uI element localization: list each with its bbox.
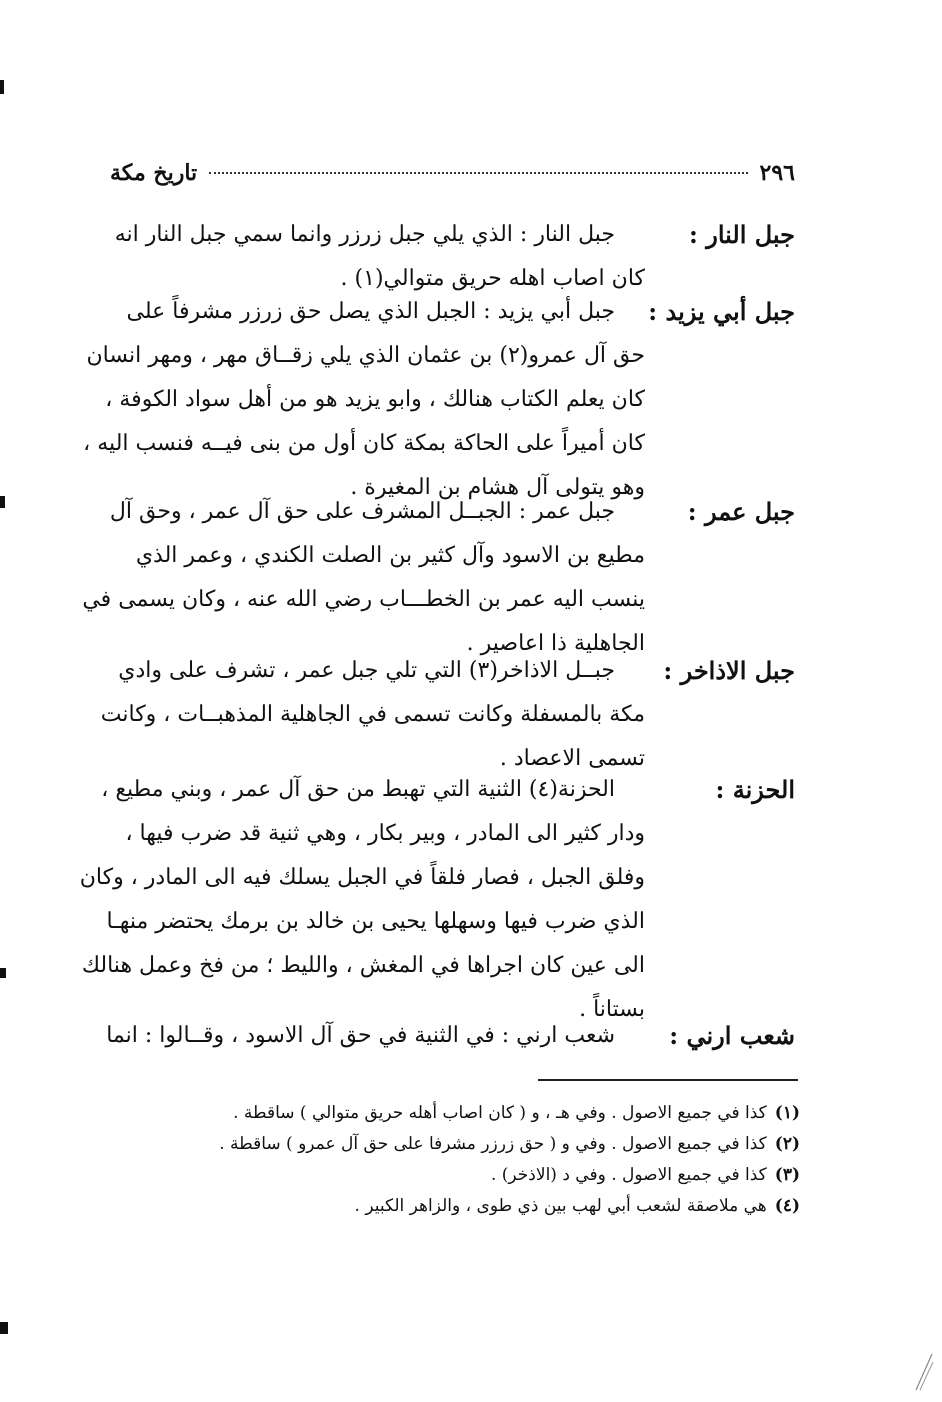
footnote-number: (٣) xyxy=(774,1165,800,1185)
entry-line: الحزنة(٤) الثنية التي تهبط من حق آل عمر ، وبني مطيع ، xyxy=(101,777,615,802)
entry-term: الحزنة : xyxy=(715,775,795,804)
header-dotted-leader xyxy=(209,172,747,174)
entry-jabal-umar xyxy=(82,490,795,666)
entry-line: حق آل عمرو(٢) بن عثمان الذي يلي زقــاق مهر ، ومهر انسان xyxy=(86,343,645,368)
scan-edge-mark xyxy=(0,1322,8,1334)
entry-al-hazna xyxy=(79,768,795,1032)
scan-edge-mark xyxy=(0,496,5,508)
scan-edge-mark xyxy=(0,968,6,978)
footnote-text: كذا في جميع الاصول . وفي د (الاذخر) . xyxy=(490,1165,767,1185)
entry-line: كان أميراً على الحاكة بمكة كان أول من بنى فيــه فنسب اليه ، xyxy=(83,431,645,456)
entry-jabal-abi-yazid xyxy=(83,290,795,510)
footnote-3 xyxy=(160,1160,800,1191)
entry-line: الى عين كان اجراها في المغش ، والليط ؛ من فخ وعمل هنالك xyxy=(81,953,645,978)
entry-line: ودار كثير الى المادر ، وبير بكار ، وهي ثنية قد ضرب فيها ، xyxy=(125,821,645,846)
footnotes xyxy=(160,1098,800,1222)
entry-line: ينسب اليه عمر بن الخطـــاب رضي الله عنه ، وكان يسمى في xyxy=(82,587,645,612)
entry-shib-arni xyxy=(106,1014,795,1058)
entry-text xyxy=(114,213,645,301)
entry-line: شعب ارني : في الثنية في حق آل الاسود ، وقــالوا : انما xyxy=(106,1023,615,1048)
entry-line: مطيع بن الاسود وآل كثير بن الصلت الكندي ، وعمر الذي xyxy=(135,543,645,568)
entry-line: مكة بالمسفلة وكانت تسمى في الجاهلية المذهبــات ، وكانت xyxy=(100,702,645,727)
entry-term: جبل الاذاخر : xyxy=(663,656,795,685)
footnote-text: كذا في جميع الاصول . وفي هـ ، و ( كان اصاب أهله حريق متوالي ) ساقطة . xyxy=(233,1103,767,1123)
scan-edge-mark xyxy=(0,80,4,94)
footnote-separator xyxy=(538,1079,798,1081)
footnote-1 xyxy=(160,1098,800,1129)
entry-text xyxy=(106,1014,645,1058)
entry-line: جبــل الاذاخر(٣) التي تلي جبل عمر ، تشرف على وادي xyxy=(118,658,615,683)
footnote-number: (٤) xyxy=(774,1196,800,1216)
footnote-number: (٢) xyxy=(774,1134,800,1154)
entry-term: شعب ارني : xyxy=(669,1021,795,1050)
entry-text xyxy=(79,768,645,1032)
entry-line: كان يعلم الكتاب هنالك ، وابو يزيد هو من أهل سواد الكوفة ، xyxy=(105,387,645,412)
footnote-text: كذا في جميع الاصول . وفي و ( حق زرزر مشرفا على حق آل عمرو ) ساقطة . xyxy=(219,1134,767,1154)
running-header xyxy=(110,155,795,191)
footnote-text: هي ملاصقة لشعب أبي لهب بين ذي طوى ، والزاهر الكبير . xyxy=(354,1196,767,1216)
entry-text xyxy=(83,290,645,510)
entry-line: الجاهلية ذا اعاصير . xyxy=(466,631,645,656)
entry-line: كان اصاب اهله حريق متوالي(١) . xyxy=(340,266,645,291)
entry-line: تسمى الاعصاد . xyxy=(499,746,645,771)
entry-term: جبل النار : xyxy=(689,220,795,249)
entry-term: جبل أبي يزيد : xyxy=(648,297,795,326)
page-number: ٢٩٦ xyxy=(759,160,795,186)
footnote-number: (١) xyxy=(774,1103,800,1123)
entry-line: بستاناً . xyxy=(579,997,645,1022)
entry-line: جبل أبي يزيد : الجبل الذي يصل حق زرزر مشرفاً على xyxy=(126,299,615,324)
entry-jabal-al-adhakhir xyxy=(100,649,795,781)
entry-text xyxy=(82,490,645,666)
entry-line: جبل النار : الذي يلي جبل زرزر وانما سمي جبل النار انه xyxy=(114,222,615,247)
entry-line: جبل عمر : الجبــل المشرف على حق آل عمر ، وحق آل xyxy=(109,499,615,524)
corner-pen-stroke xyxy=(914,1352,934,1392)
footnote-4 xyxy=(160,1191,800,1222)
footnote-2 xyxy=(160,1129,800,1160)
entry-line: وهو يتولى آل هشام بن المغيرة . xyxy=(350,475,645,500)
entry-line: الذي ضرب فيها وسهلها يحيى بن خالد بن برمك يحتضر منهـا xyxy=(106,909,645,934)
entry-term: جبل عمر : xyxy=(687,497,795,526)
entry-text xyxy=(100,649,645,781)
book-title: تاريخ مكة xyxy=(110,160,198,186)
entry-line: وفلق الجبل ، فصار فلقاً في الجبل يسلك فيه الى المادر ، وكان xyxy=(79,865,645,890)
